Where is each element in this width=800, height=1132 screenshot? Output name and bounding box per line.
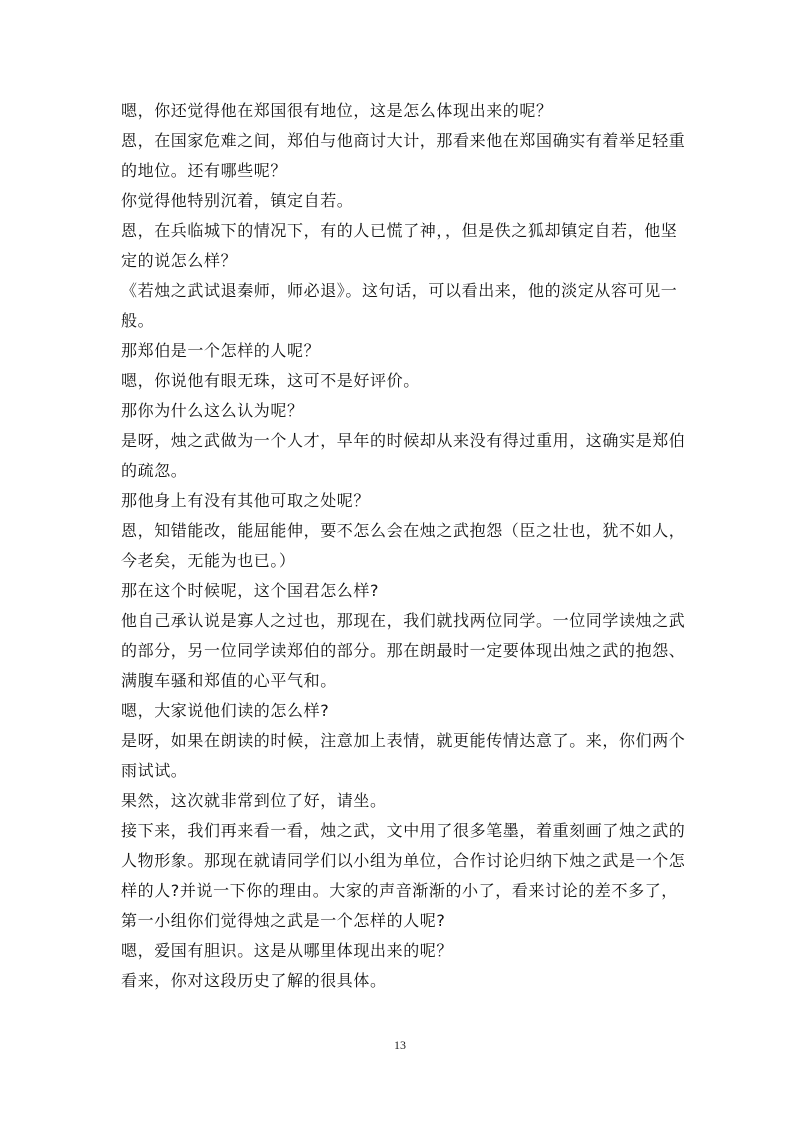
paragraph: 他自己承认说是寡人之过也，那现在，我们就找两位同学。一位同学读烛之武的部分，另一位同学读郑伯的部分。那在朗最时一定要体现出烛之武的抱怨、满腹车骚和郑值的心平气和。 xyxy=(121,611,686,690)
paragraph: 那郑伯是一个怎样的人呢？ xyxy=(121,341,321,360)
paragraph: 果然，这次就非常到位了好，请坐。 xyxy=(121,791,387,810)
paragraph: 恩，知错能改，能屈能伸，要不怎么会在烛之武抱怨（臣之壮也，犹不如人，今老矣，无能为也已。） xyxy=(121,521,686,570)
paragraph: 嗯，爱国有胆识。这是从哪里体现出来的呢？ xyxy=(121,941,454,960)
paragraph: 你觉得他特别沉着，镇定自若。 xyxy=(121,191,354,210)
paragraph: 是呀，如果在朗读的时候，注意加上表情，就更能传情达意了。来，你们两个雨试试。 xyxy=(121,731,686,780)
paragraph: 嗯，大家说他们读的怎么样? xyxy=(121,701,330,720)
paragraph: 是呀，烛之武做为一个人才，早年的时候却从来没有得过重用，这确实是郑伯的疏忽。 xyxy=(121,431,686,480)
paragraph: 那你为什么这么认为呢？ xyxy=(121,401,304,420)
page-number: 13 xyxy=(394,1038,406,1052)
paragraph: 那他身上有没有其他可取之处呢？ xyxy=(121,491,371,510)
paragraph: 《若烛之武试退秦师，师必退》。这句话，可以看出来，他的淡定从容可见一般。 xyxy=(121,281,678,330)
paragraph: 嗯，你说他有眼无珠，这可不是好评价。 xyxy=(121,371,420,390)
paragraph: 恩，在国家危难之间，郑伯与他商讨大计，那看来他在郑国确实有着举足轻重的地位。还有哪些呢？ xyxy=(121,131,686,180)
document-body xyxy=(121,96,689,996)
paragraph: 恩，在兵临城下的情况下，有的人已慌了神，，但是佚之狐却镇定自若，他坚定的说怎么样？ xyxy=(121,221,678,270)
paragraph: 看来，你对这段历史了解的很具体。 xyxy=(121,971,387,990)
paragraph: 接下来，我们再来看一看，烛之武，文中用了很多笔墨，着重刻画了烛之武的人物形象。那现在就请同学们以小组为单位，合作讨论归纳下烛之武是一个怎样的人?并说一下你的理由。大家的声音渐渐的小了，看来讨论的差不多了，第一小组你们觉得烛之武是一个怎样的人呢? xyxy=(121,821,686,930)
paragraph: 嗯，你还觉得他在郑国很有地位，这是怎么体现出来的呢？ xyxy=(121,101,553,120)
paragraph: 那在这个时候呢，这个国君怎么样? xyxy=(121,581,380,600)
